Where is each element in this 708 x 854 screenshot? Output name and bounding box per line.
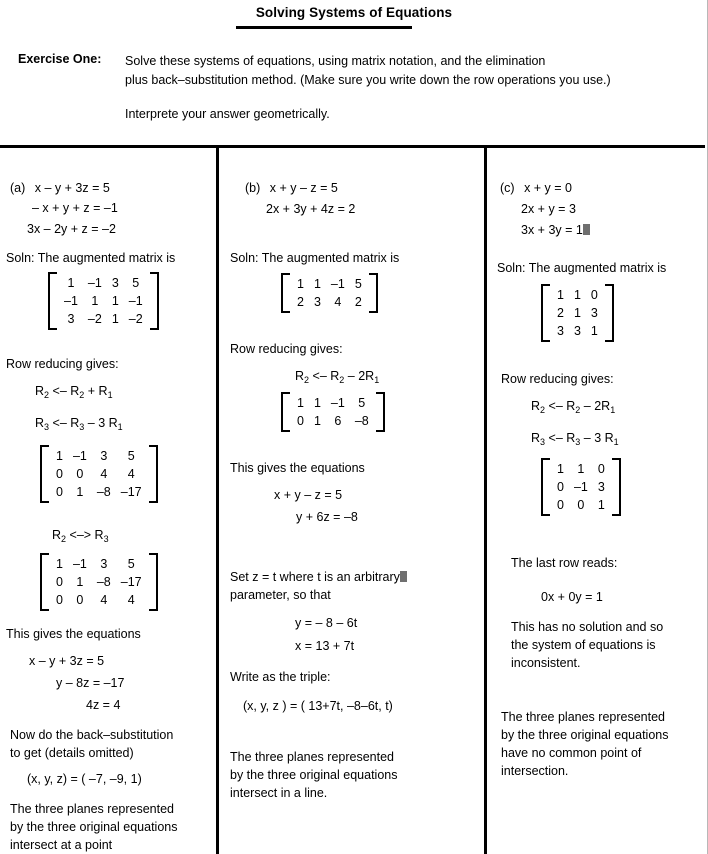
matrix-cell: 2 bbox=[557, 306, 564, 320]
part-c-no-solution-line-1: This has no solution and so bbox=[511, 620, 664, 634]
matrix-cell: –8 bbox=[96, 575, 111, 589]
matrix-cell: 1 bbox=[557, 288, 564, 302]
matrix-cell: 1 bbox=[297, 277, 304, 291]
matrix-row bbox=[51, 483, 147, 501]
matrix-cell: –1 bbox=[128, 294, 143, 308]
exercise-line-1: Solve these systems of equations, using matrix notation, and the elimination bbox=[125, 54, 546, 68]
row-index: 2 bbox=[79, 390, 85, 400]
row-index: 3 bbox=[44, 422, 50, 432]
part-c-equation-2: 2x + y = 3 bbox=[521, 202, 576, 216]
matrix-row bbox=[552, 478, 610, 496]
part-b-result-equation-2: y + 6z = –8 bbox=[296, 510, 358, 524]
matrix-row bbox=[552, 304, 603, 322]
part-b-equation-1: (b) x + y – z = 5 bbox=[245, 181, 338, 195]
part-c-soln-intro: Soln: The augmented matrix is bbox=[497, 261, 667, 275]
part-a-rowop-2: $R_3 <- R_3 - 3$ $R_1$ bbox=[35, 416, 123, 432]
matrix-cell: 5 bbox=[358, 396, 366, 410]
row-index: 3 bbox=[575, 437, 581, 447]
part-a-equation-1: (a) x – y + 3z = 5 bbox=[10, 181, 110, 195]
matrix-cell: –17 bbox=[120, 575, 142, 589]
matrix-cell: 1 bbox=[313, 414, 321, 428]
part-b-row-reducing-label: Row reducing gives: bbox=[230, 342, 343, 356]
part-c-equation-1: (c) x + y = 0 bbox=[500, 181, 573, 195]
matrix-cell: 3 bbox=[313, 295, 321, 309]
part-a-rowop-3: $R_2$ <–> $R_3$ bbox=[52, 528, 109, 544]
part-c-matrix-2 bbox=[541, 458, 621, 519]
matrix-cell: 4 bbox=[127, 593, 135, 607]
matrix-cell: –1 bbox=[87, 276, 102, 290]
matrix-cell: 1 bbox=[573, 306, 581, 320]
matrix-row bbox=[552, 286, 603, 304]
part-c-equation-3: 3x + 3y = 1 bbox=[521, 221, 590, 240]
matrix-cell: –8 bbox=[354, 414, 369, 428]
matrix-row bbox=[292, 293, 367, 311]
matrix-cell: 3 bbox=[67, 312, 75, 326]
row-index: 2 bbox=[575, 405, 581, 415]
matrix-cell: 1 bbox=[573, 288, 581, 302]
matrix-cell: 0 bbox=[76, 467, 84, 481]
part-c-conclusion-line-4: intersection. bbox=[501, 764, 569, 778]
matrix-cell: –2 bbox=[128, 312, 143, 326]
part-b-gives-equations-label: This gives the equations bbox=[230, 461, 365, 475]
exercise-line-2: plus back–substitution method. (Make sure you write down the row operations you use.) bbox=[125, 73, 611, 87]
matrix-cell: –1 bbox=[573, 480, 588, 494]
part-c-conclusion-line-3: have no common point of bbox=[501, 746, 642, 760]
scan-artifact-block bbox=[583, 224, 590, 235]
matrix-cell: 1 bbox=[56, 557, 63, 571]
matrix-cell: –1 bbox=[72, 557, 87, 571]
part-b-triple-label: Write as the triple: bbox=[230, 670, 331, 684]
part-c-rowop-1: $R_2 <- R_2 - 2R_1$ bbox=[531, 399, 616, 415]
part-a-gives-equations-label: This gives the equations bbox=[6, 627, 141, 641]
matrix-cell: 3 bbox=[100, 557, 108, 571]
part-b-conclusion-line-1: The three planes represented bbox=[230, 750, 394, 764]
matrix-cell: 3 bbox=[100, 449, 108, 463]
part-b-rowop-1: $R_2 <- R_2 - 2R_1$ bbox=[295, 369, 380, 385]
matrix-cell: 1 bbox=[56, 449, 63, 463]
matrix-row bbox=[59, 274, 148, 292]
part-b-parameter-line-2: parameter, so that bbox=[230, 588, 331, 602]
row-index: 3 bbox=[540, 437, 546, 447]
part-c-no-solution-line-3: inconsistent. bbox=[511, 656, 581, 670]
part-c-matrix-1 bbox=[541, 284, 614, 345]
part-c-conclusion-line-2: by the three original equations bbox=[501, 728, 669, 742]
column-divider-right bbox=[484, 148, 487, 854]
part-a-soln-intro: Soln: The augmented matrix is bbox=[6, 251, 176, 265]
matrix-cell: 0 bbox=[577, 498, 585, 512]
part-a-conclusion-line-1: The three planes represented bbox=[10, 802, 174, 816]
matrix-cell: –1 bbox=[330, 277, 345, 291]
row-index: 2 bbox=[44, 390, 50, 400]
part-a-result-equation-3: 4z = 4 bbox=[86, 698, 121, 712]
matrix-cell: 0 bbox=[590, 288, 598, 302]
part-a-conclusion-line-3: intersect at a point bbox=[10, 838, 113, 852]
part-c-row-reducing-label: Row reducing gives: bbox=[501, 372, 614, 386]
part-a-equation-3: 3x – 2y + z = –2 bbox=[27, 222, 116, 236]
matrix-cell: –2 bbox=[87, 312, 102, 326]
matrix-row bbox=[59, 292, 148, 310]
matrix-cell: 1 bbox=[557, 462, 564, 476]
matrix-cell: 3 bbox=[573, 324, 581, 338]
matrix-row bbox=[59, 310, 148, 328]
row-index: 1 bbox=[613, 437, 619, 447]
part-a-matrix-1 bbox=[48, 272, 159, 333]
matrix-cell: 0 bbox=[56, 593, 63, 607]
part-a-rowop-1: $R_2 <- R_2 + R_1$ bbox=[35, 384, 113, 400]
matrix-row bbox=[292, 275, 367, 293]
matrix-cell: 3 bbox=[111, 276, 119, 290]
matrix-row bbox=[292, 394, 374, 412]
matrix-cell: 0 bbox=[56, 485, 63, 499]
matrix-cell: 2 bbox=[354, 295, 362, 309]
matrix-cell: 4 bbox=[127, 467, 135, 481]
part-b-parameter-equation-2: x = 13 + 7t bbox=[295, 639, 355, 653]
matrix-cell: 1 bbox=[313, 277, 321, 291]
exercise-instructions bbox=[125, 52, 695, 90]
part-a-solution-triple: (x, y, z) = ( –7, –9, 1) bbox=[27, 772, 142, 786]
part-b-soln-intro: Soln: The augmented matrix is bbox=[230, 251, 400, 265]
row-index: 1 bbox=[610, 405, 616, 415]
part-b-parameter-line-1: Set z = t where t is an arbitrary bbox=[230, 568, 407, 586]
matrix-cell: 1 bbox=[111, 294, 119, 308]
matrix-cell: 0 bbox=[76, 593, 84, 607]
matrix-cell: 5 bbox=[127, 557, 135, 571]
part-c-conclusion-line-1: The three planes represented bbox=[501, 710, 665, 724]
part-c-rowop-2: $R_3 <- R_3 - 3$ $R_1$ bbox=[531, 431, 619, 447]
part-a-result-equation-1: x – y + 3z = 5 bbox=[29, 654, 105, 668]
part-a-row-reducing-label: Row reducing gives: bbox=[6, 357, 119, 371]
part-a-back-sub-line-1: Now do the back–substitution bbox=[10, 728, 174, 742]
matrix-cell: 4 bbox=[100, 467, 108, 481]
matrix-cell: –1 bbox=[72, 449, 87, 463]
part-a-result-equation-2: y – 8z = –17 bbox=[56, 676, 125, 690]
part-c-no-solution-line-2: the system of equations is bbox=[511, 638, 656, 652]
part-b-conclusion-line-3: intersect in a line. bbox=[230, 786, 328, 800]
part-c-marker: (c) bbox=[500, 181, 515, 195]
matrix-cell: 1 bbox=[76, 485, 84, 499]
column-divider-left bbox=[216, 148, 219, 854]
matrix-cell: 5 bbox=[354, 277, 362, 291]
matrix-cell: 2 bbox=[297, 295, 304, 309]
row-index: 3 bbox=[79, 422, 85, 432]
matrix-row bbox=[552, 460, 610, 478]
part-a-back-sub-line-2: to get (details omitted) bbox=[10, 746, 134, 760]
part-b-parameter-equation-1: y = – 8 – 6t bbox=[295, 616, 358, 630]
part-b-matrix-1 bbox=[281, 273, 378, 316]
matrix-cell: 3 bbox=[590, 306, 598, 320]
matrix-row bbox=[51, 573, 147, 591]
row-index: 2 bbox=[339, 375, 345, 385]
row-index: 2 bbox=[304, 375, 310, 385]
part-c-last-row-equation: 0x + 0y = 1 bbox=[541, 590, 603, 604]
matrix-cell: 1 bbox=[577, 462, 585, 476]
matrix-cell: 1 bbox=[91, 294, 99, 308]
part-c-last-row-label: The last row reads: bbox=[511, 556, 618, 570]
matrix-row bbox=[51, 555, 147, 573]
row-index: 2 bbox=[540, 405, 546, 415]
matrix-row bbox=[292, 412, 374, 430]
matrix-row bbox=[51, 591, 147, 609]
row-index: 1 bbox=[117, 422, 123, 432]
matrix-cell: –1 bbox=[330, 396, 345, 410]
matrix-cell: 1 bbox=[590, 324, 598, 338]
interpret-instruction: Interprete your answer geometrically. bbox=[125, 107, 330, 121]
matrix-cell: 4 bbox=[334, 295, 342, 309]
scan-artifact-block bbox=[400, 571, 407, 582]
matrix-cell: 0 bbox=[597, 462, 605, 476]
matrix-cell: 1 bbox=[297, 396, 304, 410]
matrix-cell: 0 bbox=[557, 498, 564, 512]
page-title: Solving Systems of Equations bbox=[255, 5, 453, 20]
header-rule bbox=[0, 145, 705, 148]
matrix-cell: 0 bbox=[297, 414, 304, 428]
title-underline bbox=[236, 26, 412, 29]
matrix-row bbox=[552, 322, 603, 340]
matrix-cell: 4 bbox=[100, 593, 108, 607]
matrix-cell: 5 bbox=[127, 449, 135, 463]
row-index: 1 bbox=[374, 375, 380, 385]
part-a-marker: (a) bbox=[10, 181, 26, 195]
matrix-cell: 1 bbox=[313, 396, 321, 410]
part-b-solution-triple: (x, y, z ) = ( 13+7t, –8–6t, t) bbox=[243, 699, 393, 713]
row-index: 2 bbox=[61, 534, 67, 544]
matrix-cell: 0 bbox=[557, 480, 564, 494]
matrix-cell: 3 bbox=[557, 324, 564, 338]
matrix-cell: 1 bbox=[67, 276, 75, 290]
matrix-cell: 0 bbox=[56, 575, 63, 589]
row-index: 1 bbox=[107, 390, 113, 400]
matrix-cell: 1 bbox=[76, 575, 84, 589]
part-a-matrix-2 bbox=[40, 445, 158, 506]
part-b-matrix-2 bbox=[281, 392, 385, 435]
matrix-cell: –1 bbox=[64, 294, 78, 308]
matrix-cell: –8 bbox=[96, 485, 111, 499]
matrix-cell: 1 bbox=[111, 312, 119, 326]
part-b-result-equation-1: x + y – z = 5 bbox=[274, 488, 343, 502]
part-b-marker: (b) bbox=[245, 181, 261, 195]
matrix-cell: 6 bbox=[334, 414, 342, 428]
matrix-cell: –17 bbox=[120, 485, 142, 499]
part-a-equation-2: – x + y + z = –1 bbox=[32, 201, 118, 215]
matrix-cell: 1 bbox=[597, 498, 605, 512]
part-b-conclusion-line-2: by the three original equations bbox=[230, 768, 398, 782]
matrix-row bbox=[51, 465, 147, 483]
matrix-row bbox=[51, 447, 147, 465]
exercise-label: Exercise One: bbox=[18, 52, 102, 66]
matrix-cell: 3 bbox=[597, 480, 605, 494]
matrix-cell: 5 bbox=[132, 276, 140, 290]
part-b-equation-2: 2x + 3y + 4z = 2 bbox=[266, 202, 356, 216]
row-index: 3 bbox=[103, 534, 109, 544]
part-a-matrix-3 bbox=[40, 553, 158, 614]
matrix-cell: 0 bbox=[56, 467, 63, 481]
matrix-row bbox=[552, 496, 610, 514]
part-a-conclusion-line-2: by the three original equations bbox=[10, 820, 178, 834]
